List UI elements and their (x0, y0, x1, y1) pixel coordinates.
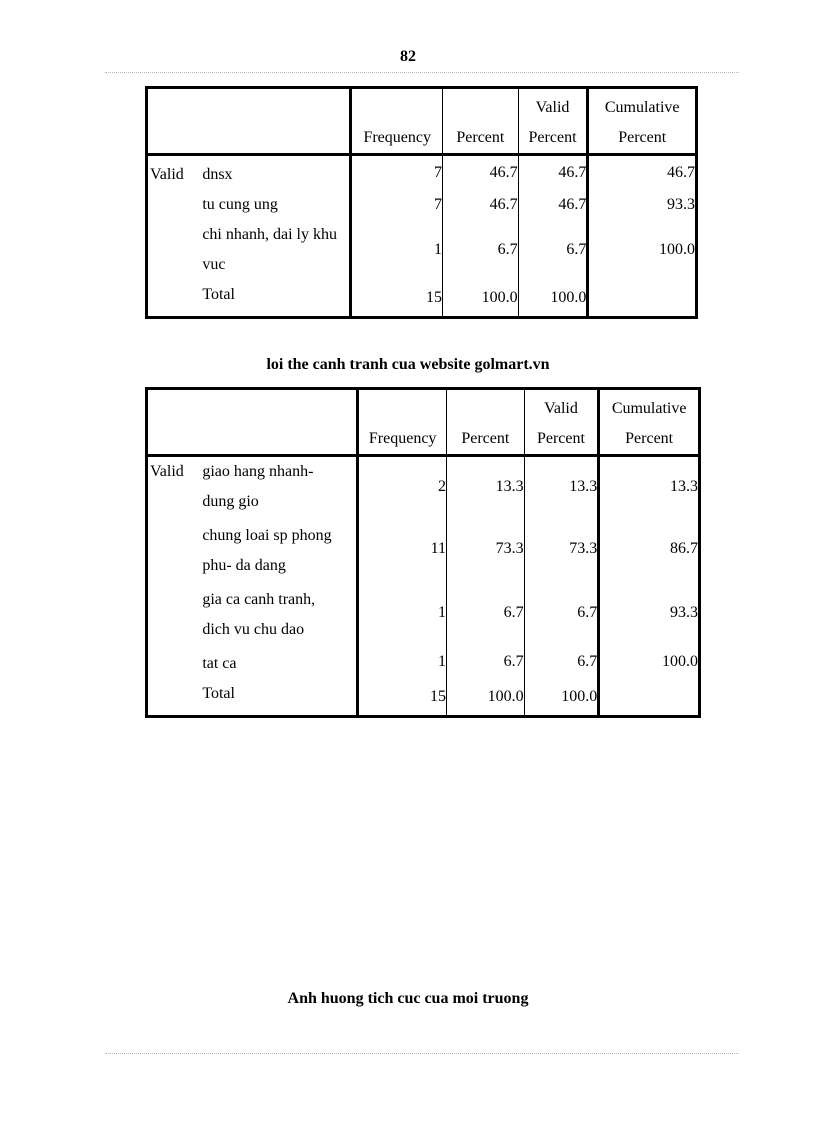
row-label: Total (196, 679, 357, 717)
cell-percent: 13.3 (447, 456, 525, 518)
row-label-line2: dung gio (202, 493, 259, 510)
cell-frequency: 11 (358, 517, 447, 581)
cell-percent: 73.3 (447, 517, 525, 581)
row-label-line1: gia ca canh tranh, (202, 591, 316, 608)
cell-frequency: 1 (358, 581, 447, 645)
cell-valid-percent: 46.7 (518, 190, 588, 220)
header-percent: Percent (447, 389, 525, 456)
frequency-table-1 (145, 86, 698, 319)
table-row-total (147, 280, 697, 318)
cell-percent: 46.7 (443, 190, 519, 220)
header-cumulative-percent (599, 389, 700, 456)
header-rule (105, 72, 739, 73)
row-label: Total (196, 280, 351, 318)
row-label-line2: phu- da dang (202, 557, 286, 574)
row-label: tat ca (196, 645, 357, 679)
cell-percent: 6.7 (447, 581, 525, 645)
section-caption: Anh huong tich cuc cua moi truong (287, 990, 529, 1007)
cell-percent: 100.0 (447, 679, 525, 717)
cell-frequency: 15 (351, 280, 443, 318)
header-cumulative-line1: Cumulative (604, 99, 680, 116)
header-cumulative-line2: Percent (625, 430, 674, 447)
header-cumulative-percent (588, 88, 697, 155)
row-label: dnsx (196, 155, 351, 191)
table-header-row (147, 389, 700, 456)
cell-cumulative-percent: 93.3 (667, 196, 695, 213)
frequency-table-2 (145, 387, 701, 718)
table-row (147, 155, 697, 191)
row-label (196, 581, 357, 645)
row-label-line2: dich vu chu dao (202, 621, 305, 638)
cell-percent: 46.7 (443, 155, 519, 191)
row-label (196, 220, 351, 280)
header-frequency: Frequency (358, 389, 447, 456)
header-valid-percent (524, 389, 599, 456)
header-frequency: Frequency (351, 88, 443, 155)
cell-frequency: 7 (351, 190, 443, 220)
header-valid-percent-line2: Percent (528, 129, 577, 146)
cell-valid-percent: 6.7 (524, 581, 599, 645)
cell-frequency: 1 (358, 645, 447, 679)
cell-valid-percent: 6.7 (518, 220, 588, 280)
cell-valid-percent: 46.7 (518, 155, 588, 191)
cell-cumulative-percent (599, 679, 700, 717)
cell-frequency: 15 (358, 679, 447, 717)
group-label: Valid (150, 166, 184, 183)
cell-valid-percent: 100.0 (524, 679, 599, 717)
cell-valid-percent: 73.3 (524, 517, 599, 581)
row-label-line1: chung loai sp phong (202, 527, 332, 544)
table-caption: loi the canh tranh cua website golmart.vn (266, 356, 550, 373)
page-number: 82 (400, 48, 416, 65)
cell-percent: 6.7 (447, 645, 525, 679)
header-valid-percent-line1: Valid (544, 400, 578, 417)
cell-cumulative-percent: 93.3 (670, 604, 698, 621)
cell-frequency: 1 (351, 220, 443, 280)
cell-cumulative-percent: 100.0 (662, 653, 698, 670)
header-cumulative-line2: Percent (618, 129, 667, 146)
row-label: tu cung ung (196, 190, 351, 220)
header-empty-cell (147, 389, 358, 456)
footer-rule (105, 1053, 739, 1054)
cell-frequency: 2 (358, 456, 447, 518)
table-row (147, 456, 700, 518)
cell-percent: 6.7 (443, 220, 519, 280)
table-row (147, 220, 697, 280)
header-valid-percent-line2: Percent (536, 430, 585, 447)
row-label-line1: giao hang nhanh- (202, 463, 314, 480)
cell-valid-percent: 100.0 (518, 280, 588, 318)
header-empty-cell (147, 88, 351, 155)
table-row (147, 645, 700, 679)
cell-percent: 100.0 (443, 280, 519, 318)
table-header-row (147, 88, 697, 155)
table-row (147, 190, 697, 220)
table-row-total (147, 679, 700, 717)
cell-cumulative-percent: 13.3 (670, 478, 698, 495)
header-percent: Percent (443, 88, 519, 155)
table-row (147, 517, 700, 581)
table-row (147, 581, 700, 645)
group-label: Valid (150, 463, 184, 480)
cell-valid-percent: 6.7 (524, 645, 599, 679)
cell-cumulative-percent: 86.7 (670, 540, 698, 557)
cell-frequency: 7 (351, 155, 443, 191)
header-valid-percent (518, 88, 588, 155)
cell-cumulative-percent (588, 280, 697, 318)
row-label (196, 456, 357, 518)
header-valid-percent-line1: Valid (535, 99, 570, 116)
row-label-line2: vuc (202, 256, 226, 273)
row-label-line1: chi nhanh, dai ly khu (202, 226, 337, 243)
cell-cumulative-percent: 100.0 (659, 241, 695, 258)
cell-cumulative-percent: 46.7 (667, 164, 695, 181)
row-label (196, 517, 357, 581)
cell-valid-percent: 13.3 (524, 456, 599, 518)
header-cumulative-line1: Cumulative (611, 400, 687, 417)
